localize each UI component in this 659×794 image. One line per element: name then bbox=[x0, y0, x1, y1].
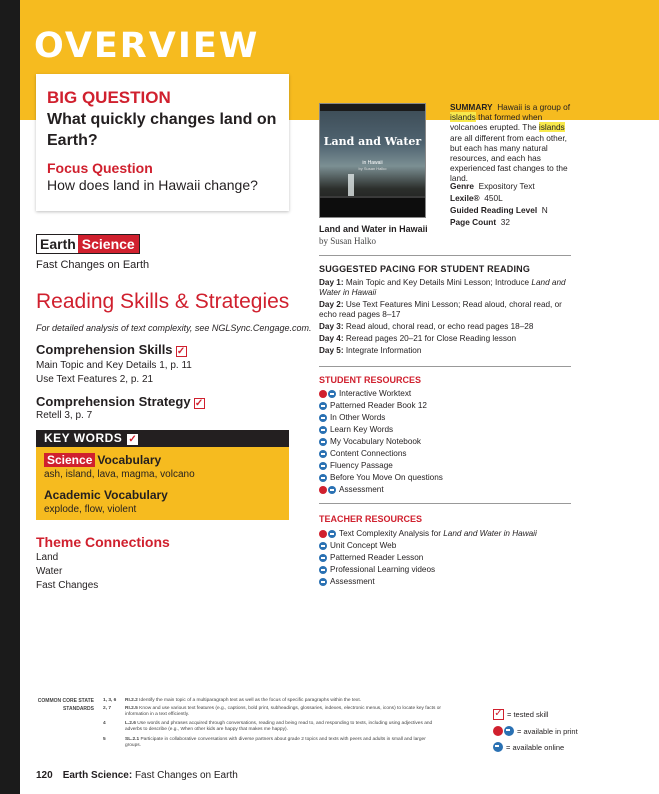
pacing-title: SUGGESTED PACING FOR STUDENT READING bbox=[319, 264, 531, 274]
student-resource-item[interactable]: Assessment bbox=[319, 485, 384, 495]
lexile-line: Lexile® 450L bbox=[450, 193, 503, 203]
online-icon bbox=[319, 450, 327, 458]
online-icon bbox=[319, 462, 327, 470]
science-vocabulary-list: ash, island, lava, magma, volcano bbox=[44, 469, 195, 480]
pacing-day-1: Day 1: Main Topic and Key Details Mini Lesson; Introduce Land and Water in Hawaii bbox=[319, 278, 566, 297]
genre-line: Genre Expository Text bbox=[450, 181, 535, 191]
comprehension-skill-1: Main Topic and Key Details 1, p. 11 bbox=[36, 360, 192, 371]
student-resource-item[interactable]: My Vocabulary Notebook bbox=[319, 437, 421, 447]
big-question-text: What quickly changes land on Earth? bbox=[47, 111, 277, 149]
book-title: Land and Water in Hawaii bbox=[319, 224, 428, 234]
theme-item: Water bbox=[36, 566, 63, 577]
comprehension-strategy-item: Retell 3, p. 7 bbox=[36, 410, 93, 421]
guided-reading-level-line: Guided Reading Level N bbox=[450, 205, 548, 215]
cover-author: by Susan Halko bbox=[358, 166, 387, 171]
subject-science: Science bbox=[78, 235, 139, 253]
highlighted-word: islands bbox=[538, 122, 565, 133]
big-question-label: BIG QUESTION bbox=[47, 88, 171, 107]
theme-item: Land bbox=[36, 552, 59, 563]
text-complexity-note: For detailed analysis of text complexity, see NGLSync.Cengage.com. bbox=[36, 323, 312, 333]
cover-title: Land and Water bbox=[323, 135, 422, 148]
online-icon bbox=[328, 390, 336, 398]
page-number: 120 bbox=[36, 770, 53, 781]
teacher-resources-title: TEACHER RESOURCES bbox=[319, 514, 423, 524]
academic-vocabulary-heading: Academic Vocabulary bbox=[44, 488, 168, 502]
page-edge-bar bbox=[0, 0, 20, 794]
highlighted-word: islands bbox=[450, 112, 476, 123]
online-icon bbox=[319, 426, 327, 434]
tested-skill-check-icon: ✓ bbox=[128, 434, 138, 445]
student-resource-item[interactable]: Learn Key Words bbox=[319, 425, 393, 435]
tested-skill-check-icon: ✓ bbox=[194, 398, 204, 409]
pacing-day-4: Day 4: Reread pages 20–21 for Close Reading lesson bbox=[319, 334, 517, 343]
book-author: by Susan Halko bbox=[319, 236, 376, 246]
tested-skill-check-icon: ✓ bbox=[176, 346, 186, 357]
online-icon bbox=[319, 474, 327, 482]
comprehension-skill-2: Use Text Features 2, p. 21 bbox=[36, 374, 154, 385]
divider bbox=[319, 255, 571, 256]
online-icon bbox=[319, 566, 327, 574]
page-title: OVERVIEW bbox=[34, 26, 260, 66]
online-icon bbox=[319, 542, 327, 550]
key-words-heading: KEY WORDS ✓ bbox=[36, 430, 289, 447]
theme-item: Fast Changes bbox=[36, 580, 99, 591]
online-icon bbox=[493, 742, 503, 752]
teacher-resource-item[interactable]: Professional Learning videos bbox=[319, 565, 435, 575]
divider bbox=[319, 366, 571, 367]
student-resource-item[interactable]: Patterned Reader Book 12 bbox=[319, 401, 427, 411]
online-icon bbox=[319, 414, 327, 422]
big-question-card bbox=[36, 74, 289, 211]
unit-title: Fast Changes on Earth bbox=[36, 259, 150, 271]
student-resource-item[interactable]: In Other Words bbox=[319, 413, 385, 423]
book-cover-image bbox=[319, 103, 426, 218]
student-resource-item[interactable]: Before You Move On questions bbox=[319, 473, 443, 483]
online-icon bbox=[319, 554, 327, 562]
legend-print: = available in print bbox=[493, 726, 578, 736]
page-footer: 120 Earth Science: Fast Changes on Earth bbox=[36, 770, 238, 781]
print-icon bbox=[493, 726, 503, 736]
print-icon bbox=[319, 530, 327, 538]
theme-connections-title: Theme Connections bbox=[36, 534, 170, 550]
cover-subtitle: in Hawaii bbox=[362, 160, 383, 166]
teacher-resource-item[interactable]: Patterned Reader Lesson bbox=[319, 553, 423, 563]
teacher-resource-item[interactable]: Unit Concept Web bbox=[319, 541, 396, 551]
subject-badge bbox=[36, 234, 140, 254]
teacher-resource-item[interactable]: Assessment bbox=[319, 577, 375, 587]
online-icon bbox=[328, 486, 336, 494]
subject-earth: Earth bbox=[37, 235, 78, 253]
student-resource-item[interactable]: Content Connections bbox=[319, 449, 406, 459]
key-words-box bbox=[36, 447, 289, 520]
online-icon bbox=[328, 530, 336, 538]
tested-skill-check-icon: ✓ bbox=[494, 708, 503, 719]
pacing-day-5: Day 5: Integrate Information bbox=[319, 346, 422, 355]
book-summary: SUMMARY Hawaii is a group of islands that formed when volcanoes erupted. The islands are all different from each other, but each has many natural resources, and each has experienced fast changes to the land. bbox=[450, 102, 571, 184]
print-icon bbox=[319, 486, 327, 494]
online-icon bbox=[319, 402, 327, 410]
academic-vocabulary-list: explode, flow, violent bbox=[44, 504, 137, 515]
student-resources-title: STUDENT RESOURCES bbox=[319, 375, 422, 385]
legend-online: = available online bbox=[493, 742, 564, 752]
reading-skills-title: Reading Skills & Strategies bbox=[36, 290, 290, 313]
online-icon bbox=[504, 726, 514, 736]
comprehension-strategy-heading: Comprehension Strategy ✓ bbox=[36, 394, 204, 409]
pacing-day-2: Day 2: Use Text Features Mini Lesson; Read aloud, choral read, or echo read pages 8–17 bbox=[319, 300, 562, 319]
focus-question-label: Focus Question bbox=[47, 160, 153, 176]
student-resource-item[interactable]: Fluency Passage bbox=[319, 461, 393, 471]
focus-question-text: How does land in Hawaii change? bbox=[47, 177, 258, 193]
print-icon bbox=[319, 390, 327, 398]
student-resource-item[interactable]: Interactive Worktext bbox=[319, 389, 411, 399]
pacing-day-3: Day 3: Read aloud, choral read, or echo read pages 18–28 bbox=[319, 322, 534, 331]
science-vocabulary-heading: Science Vocabulary bbox=[44, 453, 161, 467]
online-icon bbox=[319, 438, 327, 446]
online-icon bbox=[319, 578, 327, 586]
comprehension-skills-heading: Comprehension Skills ✓ bbox=[36, 342, 186, 357]
teacher-resource-item[interactable]: Text Complexity Analysis for Land and Water in Hawaii bbox=[319, 529, 537, 539]
page-count-line: Page Count 32 bbox=[450, 217, 510, 227]
legend-tested: ✓ = tested skill bbox=[494, 708, 549, 719]
divider bbox=[319, 503, 571, 504]
standards-label: COMMON CORE STATE STANDARDS bbox=[37, 698, 94, 712]
